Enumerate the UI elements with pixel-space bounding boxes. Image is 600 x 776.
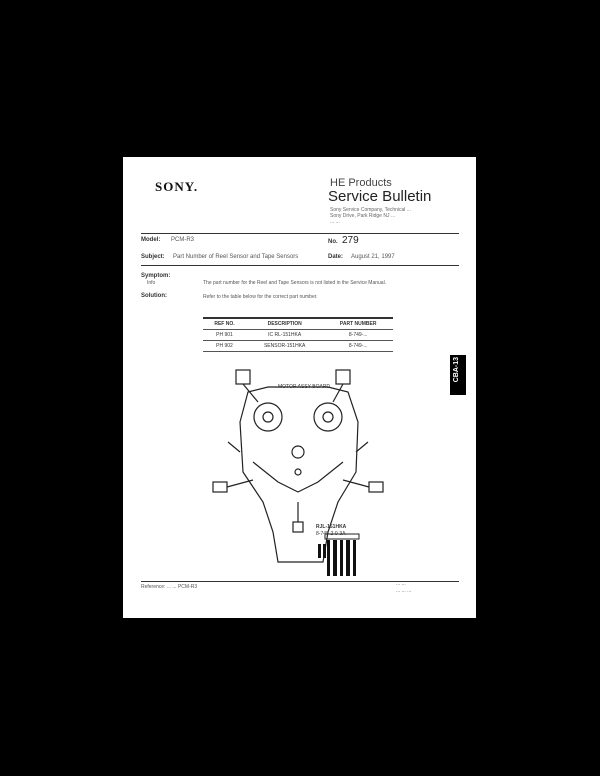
table-cell: PH 901	[203, 330, 246, 341]
bulletin-no-label: No.	[328, 239, 338, 245]
table-cell: PH 902	[203, 341, 246, 352]
sony-logo: SONY.	[155, 179, 199, 194]
sensor-detail-illustration	[323, 532, 363, 580]
symptom-text: The part number for the Reel and Tape Sensors is not listed in the Service Manual.	[203, 280, 387, 286]
date-label: Date:	[328, 254, 344, 260]
table-row	[203, 330, 393, 341]
side-tab-code: CBA-13	[453, 357, 460, 383]
diagram-top-label: MOTOR ASSY BOARD	[277, 384, 331, 390]
header-subtitle: HE Products	[330, 177, 392, 189]
meta-rule	[141, 265, 459, 266]
table-cell: 8-749-...	[323, 341, 393, 352]
model-value: PCM-R3	[171, 237, 195, 243]
diagram-part-label-1: RJL-151HKA	[316, 524, 347, 530]
address-line-2: Sony Drive, Park Ridge NJ ...	[330, 213, 396, 219]
footer-rule	[141, 581, 459, 582]
side-tab-category: DAT	[453, 322, 460, 336]
col-description: DESCRIPTION	[246, 318, 323, 330]
table-cell: IC RL-151HKA	[246, 330, 323, 341]
col-part-number: PART NUMBER	[323, 318, 393, 330]
address-line-1: Sony Service Company, Technical ...	[330, 207, 411, 213]
col-ref-no: REF NO.	[203, 318, 246, 330]
model-label: Model:	[141, 237, 161, 243]
table-row	[203, 341, 393, 352]
symptom-sub: Info	[147, 280, 156, 286]
header-rule	[141, 233, 459, 234]
bulletin-page	[123, 157, 476, 618]
diagram-part-label-2: 8-749-2-0-3A	[316, 531, 346, 537]
parts-table	[203, 317, 393, 352]
side-tab	[450, 355, 466, 395]
solution-text: Refer to the table below for the correct part number.	[203, 294, 318, 300]
subject-value: Part Number of Reel Sensor and Tape Sensors	[173, 254, 299, 260]
header-title: Service Bulletin	[328, 188, 432, 205]
table-cell: SENSOR-151HKA	[246, 341, 323, 352]
footer-right-2: ... ... ...	[396, 588, 412, 594]
bulletin-no-value: 279	[342, 235, 359, 246]
table-cell: 8-749-...	[323, 330, 393, 341]
footer-right-1: ... ...	[396, 581, 406, 587]
subject-label: Subject:	[141, 254, 165, 260]
solution-label: Solution:	[141, 293, 167, 299]
symptom-label: Symptom:	[141, 273, 171, 279]
footer-reference: Reference: ... ... PCM-R3	[141, 584, 198, 590]
address-line-3: ... ...	[330, 219, 340, 225]
parts-table-header-row	[203, 318, 393, 330]
date-value: August 21, 1997	[351, 254, 395, 260]
